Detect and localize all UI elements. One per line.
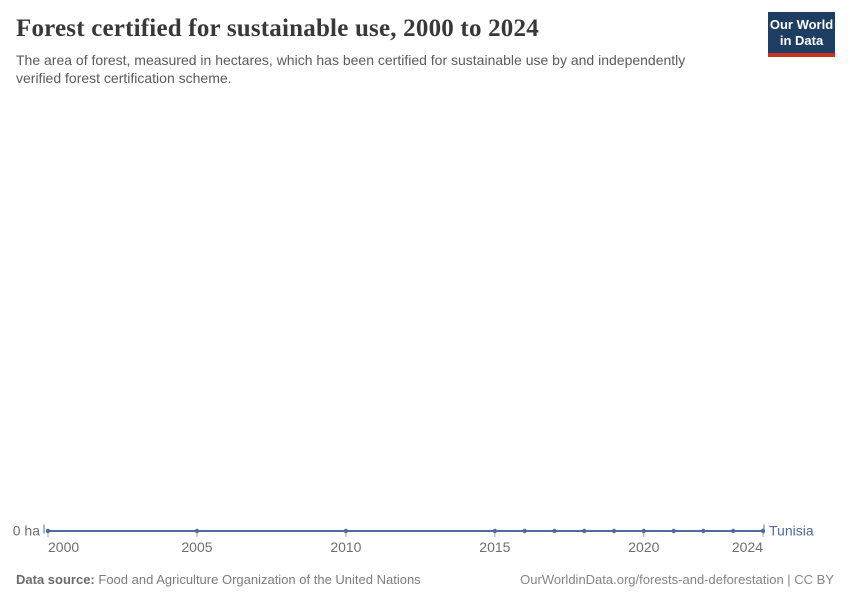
data-point [582,529,586,533]
data-point [344,529,348,533]
page-title: Forest certified for sustainable use, 2000 to 2024 [16,15,539,42]
data-source-text: Food and Agriculture Organization of the United Nations [98,572,421,587]
x-axis-tick-label: 2000 [48,539,80,555]
x-axis-tick-label: 2020 [628,539,660,555]
data-point [612,529,616,533]
data-point [701,529,705,533]
data-point [195,529,199,533]
data-source-label: Data source: [16,572,95,587]
data-point [493,529,497,533]
x-axis-tick-label: 2010 [330,539,362,555]
x-axis-tick-label: 2015 [479,539,511,555]
data-source-note [16,572,421,587]
chart-subtitle: The area of forest, measured in hectares, which has been certified for sustainable use by and independently verified forest certification scheme. [16,52,686,87]
series-entity-label: Tunisia [769,522,814,539]
x-axis-tick-label: 2024 [731,539,763,555]
owid-logo-line1: Our World [769,17,834,32]
x-axis-tick-label: 2005 [181,539,213,555]
data-point [46,529,50,533]
data-point [671,529,675,533]
timeseries-chart [0,500,850,560]
owid-link[interactable]: OurWorldinData.org/forests-and-deforestation | CC BY [520,572,834,587]
owid-logo-line2: in Data [779,33,824,48]
owid-logo[interactable] [768,12,835,57]
data-point [642,529,646,533]
data-point [522,529,526,533]
chart-footer [16,572,834,587]
data-point [731,529,735,533]
chart-header [0,0,850,88]
data-point [761,529,765,533]
data-point [552,529,556,533]
y-axis-label: 0 ha [12,522,40,539]
